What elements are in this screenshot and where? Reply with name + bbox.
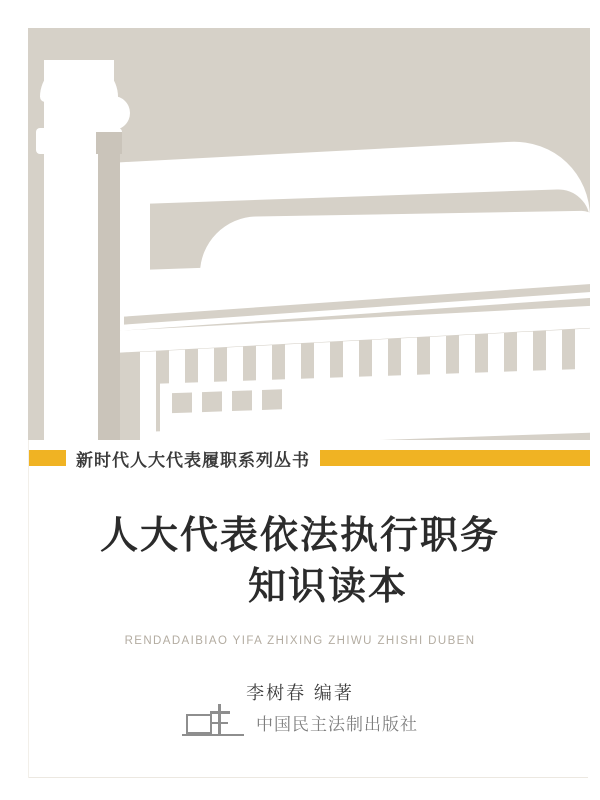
bottom-divider — [28, 777, 588, 778]
huabiao-column-wing — [96, 96, 130, 130]
author-byline: 李树春 编著 — [246, 682, 354, 704]
series-band — [0, 440, 600, 476]
building-window — [172, 392, 192, 413]
logo-box — [186, 714, 212, 734]
huabiao-column-shading-top — [96, 132, 122, 154]
building-window — [232, 390, 252, 411]
ribbon-highlight-shape — [200, 211, 600, 274]
logo-arm — [210, 711, 230, 714]
page-title — [0, 510, 600, 613]
left-divider — [28, 440, 29, 778]
series-band-accent-left — [28, 450, 66, 466]
margin-strip-top — [0, 0, 600, 28]
building-window — [202, 391, 222, 412]
publisher-name: 中国民主法制出版社 — [256, 714, 418, 735]
series-band-accent-right — [320, 450, 590, 466]
title-block — [0, 510, 600, 705]
huabiao-column-shading — [98, 154, 120, 440]
title-line-2: 知识读本 — [247, 564, 408, 609]
logo-base — [182, 734, 244, 736]
logo-arm-lower — [212, 722, 228, 724]
margin-strip-left — [0, 0, 28, 440]
series-label: 新时代人大代表履职系列丛书 — [76, 450, 310, 471]
logo-mast — [218, 704, 221, 734]
publisher-block — [0, 702, 600, 742]
publisher-logo-icon — [182, 702, 244, 742]
margin-strip-right — [590, 0, 600, 440]
series-band-margin — [0, 440, 28, 476]
building-pillar — [140, 351, 156, 440]
title-pinyin: RENDADAIBIAO YIFA ZHIXING ZHIWU ZHISHI DUBEN — [124, 634, 476, 647]
building-window — [262, 389, 282, 410]
title-line-1: 人大代表依法执行职务 — [99, 513, 500, 557]
